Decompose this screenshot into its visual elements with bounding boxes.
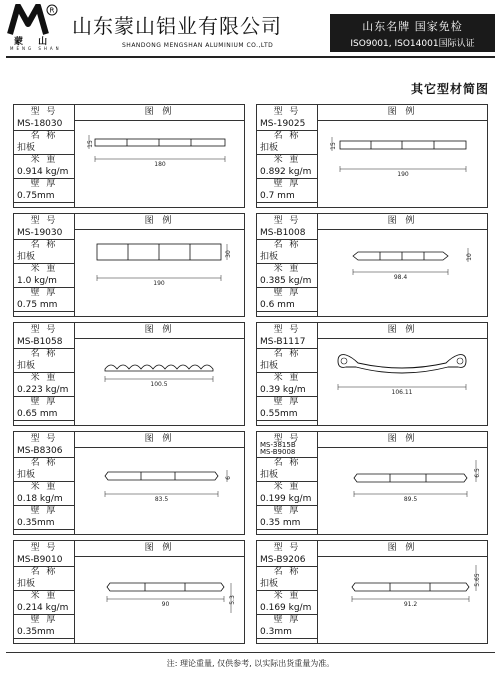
name-value: 扣板 (260, 361, 279, 371)
name-label: 名 称 (273, 349, 301, 359)
weight-value: 0.223 kg/m (17, 385, 69, 395)
height-dimension-label: 5.3 (229, 595, 236, 605)
thickness-value: 0.3mm (260, 627, 292, 637)
width-dimension-label: 100.5 (150, 381, 168, 388)
logo-subtext: MENG SHAN (10, 46, 62, 51)
company-logo (6, 4, 62, 50)
row-divider (14, 311, 74, 312)
row-divider (14, 638, 74, 639)
figure-area (318, 230, 487, 316)
name-value: 扣板 (260, 143, 279, 153)
height-dimension-label: 5.65 (474, 573, 481, 587)
thickness-value: 0.55mm (260, 409, 298, 419)
weight-value: 0.18 kg/m (17, 494, 63, 504)
profile-drawing (75, 448, 244, 534)
profile-drawing (75, 557, 244, 643)
width-dimension-label: 180 (154, 161, 166, 168)
model-label: 型 号 (273, 216, 301, 226)
thickness-value: 0.65 mm (17, 409, 58, 419)
model-value: MS-B1117 (260, 337, 306, 347)
name-label: 名 称 (273, 458, 301, 468)
profile-card (256, 322, 488, 426)
figure-label: 图 例 (75, 105, 244, 121)
figure-label: 图 例 (318, 541, 487, 557)
weight-value: 0.169 kg/m (260, 603, 312, 613)
weight-value: 0.914 kg/m (17, 167, 69, 177)
width-dimension-label: 89.5 (403, 496, 418, 503)
row-divider (14, 529, 74, 530)
row-divider (14, 420, 74, 421)
logo-text: 蒙 山 (14, 37, 54, 47)
figure-area (318, 448, 487, 534)
weight-value: 1.0 kg/m (17, 276, 57, 286)
profile-drawing (75, 339, 244, 425)
profile-info (14, 541, 74, 643)
thickness-value: 0.35mm (17, 518, 55, 528)
profile-info (14, 323, 74, 425)
thickness-label: 壁 厚 (273, 397, 301, 407)
model-label: 型 号 (273, 325, 301, 335)
thickness-label: 壁 厚 (30, 397, 58, 407)
thickness-value: 0.75mm (17, 191, 55, 201)
model-value: MS-B1008 (260, 228, 306, 238)
weight-label: 米 重 (273, 591, 301, 601)
height-dimension-label: 6 (225, 476, 232, 480)
footer-divider (6, 652, 495, 653)
name-value: 扣板 (260, 579, 279, 589)
figure-area (75, 339, 244, 425)
profile-card (256, 431, 488, 535)
model-value: MS-18030 (17, 119, 63, 129)
profile-card (13, 213, 245, 317)
model-value: MS-B9206 (260, 555, 306, 565)
name-value: 扣板 (17, 579, 36, 589)
profile-info (257, 323, 317, 425)
section-title: 其它型材简图 (410, 82, 489, 96)
figure-label: 图 例 (75, 432, 244, 448)
row-divider (257, 420, 317, 421)
name-value: 扣板 (17, 252, 36, 262)
figure-area (75, 230, 244, 316)
model-label: 型 号 (30, 107, 58, 117)
weight-label: 米 重 (273, 482, 301, 492)
thickness-label: 壁 厚 (30, 615, 58, 625)
model-value: MS-3815B MS-B9008 (260, 441, 296, 456)
name-label: 名 称 (30, 240, 58, 250)
profile-info (257, 105, 317, 207)
width-dimension-label: 106.11 (391, 389, 413, 396)
name-label: 名 称 (30, 349, 58, 359)
figure-area (318, 121, 487, 207)
height-dimension-label: 10 (466, 253, 473, 261)
figure-label: 图 例 (75, 541, 244, 557)
thickness-value: 0.6 mm (260, 300, 295, 310)
name-value: 扣板 (260, 470, 279, 480)
row-divider (257, 529, 317, 530)
name-label: 名 称 (273, 240, 301, 250)
profile-card (256, 540, 488, 644)
thickness-label: 壁 厚 (273, 179, 301, 189)
row-divider (14, 202, 74, 203)
profile-card (256, 104, 488, 208)
width-dimension-label: 90 (161, 601, 170, 608)
profile-drawing (318, 121, 487, 207)
model-label: 型 号 (273, 543, 301, 553)
name-value: 扣板 (260, 252, 279, 262)
profile-info (257, 541, 317, 643)
weight-label: 米 重 (273, 373, 301, 383)
name-label: 名 称 (273, 131, 301, 141)
model-value: MS-B1058 (17, 337, 63, 347)
row-divider (257, 311, 317, 312)
profile-card (256, 213, 488, 317)
model-value: MS-B9010 (17, 555, 63, 565)
name-value: 扣板 (17, 361, 36, 371)
weight-label: 米 重 (30, 373, 58, 383)
figure-label: 图 例 (318, 214, 487, 230)
weight-value: 0.214 kg/m (17, 603, 69, 613)
weight-label: 米 重 (30, 155, 58, 165)
profile-drawing (318, 339, 487, 425)
thickness-value: 0.35 mm (260, 518, 301, 528)
row-divider (257, 202, 317, 203)
row-divider (257, 638, 317, 639)
weight-label: 米 重 (30, 264, 58, 274)
width-dimension-label: 190 (397, 171, 409, 178)
weight-value: 0.39 kg/m (260, 385, 306, 395)
weight-value: 0.199 kg/m (260, 494, 312, 504)
name-label: 名 称 (30, 131, 58, 141)
thickness-label: 壁 厚 (273, 615, 301, 625)
model-value: MS-B8306 (17, 446, 63, 456)
profile-info (257, 214, 317, 316)
figure-label: 图 例 (318, 432, 487, 448)
figure-area (318, 339, 487, 425)
thickness-value: 0.7 mm (260, 191, 295, 201)
thickness-label: 壁 厚 (30, 506, 58, 516)
profile-info (14, 432, 74, 534)
weight-label: 米 重 (30, 482, 58, 492)
profile-drawing (75, 230, 244, 316)
logo-mark-icon (6, 4, 62, 36)
thickness-label: 壁 厚 (30, 179, 58, 189)
profile-drawing (75, 121, 244, 207)
thickness-label: 壁 厚 (273, 506, 301, 516)
model-label: 型 号 (273, 434, 301, 444)
model-value: MS-19025 (260, 119, 306, 129)
model-label: 型 号 (30, 434, 58, 444)
width-dimension-label: 190 (153, 280, 165, 287)
width-dimension-label: 91.2 (403, 601, 418, 608)
profile-info (257, 432, 317, 534)
figure-label: 图 例 (318, 323, 487, 339)
height-dimension-label: 15 (330, 142, 337, 150)
figure-area (75, 557, 244, 643)
figure-label: 图 例 (75, 323, 244, 339)
thickness-label: 壁 厚 (30, 288, 58, 298)
figure-area (318, 557, 487, 643)
weight-value: 0.385 kg/m (260, 276, 312, 286)
profile-info (14, 214, 74, 316)
model-label: 型 号 (273, 107, 301, 117)
svg-text:R: R (49, 6, 55, 15)
model-value: MS-19030 (17, 228, 63, 238)
name-value: 扣板 (17, 143, 36, 153)
profile-info (14, 105, 74, 207)
profile-card (13, 540, 245, 644)
model-label: 型 号 (30, 543, 58, 553)
company-name-en: SHANDONG MENGSHAN ALUMINIUM CO.,LTD (122, 42, 274, 49)
header-divider (6, 56, 495, 58)
name-label: 名 称 (30, 567, 58, 577)
name-label: 名 称 (30, 458, 58, 468)
name-label: 名 称 (273, 567, 301, 577)
figure-area (75, 121, 244, 207)
badge-iso: ISO9001, ISO14001国际认证 (350, 39, 475, 49)
badge-brand: 山东名牌 国家免检 (362, 20, 463, 33)
thickness-label: 壁 厚 (273, 288, 301, 298)
model-label: 型 号 (30, 216, 58, 226)
weight-value: 0.892 kg/m (260, 167, 312, 177)
figure-label: 图 例 (75, 214, 244, 230)
width-dimension-label: 98.4 (393, 274, 408, 281)
header (6, 4, 495, 54)
weight-label: 米 重 (30, 591, 58, 601)
weight-label: 米 重 (273, 264, 301, 274)
certification-badge (330, 14, 495, 52)
model-label: 型 号 (30, 325, 58, 335)
thickness-value: 0.75 mm (17, 300, 58, 310)
weight-label: 米 重 (273, 155, 301, 165)
profile-card (13, 431, 245, 535)
height-dimension-label: 15 (87, 140, 94, 148)
height-dimension-label: 6.5 (474, 468, 481, 478)
company-name-cn: 山东蒙山铝业有限公司 (72, 14, 282, 38)
name-value: 扣板 (17, 470, 36, 480)
figure-label: 图 例 (318, 105, 487, 121)
figure-area (75, 448, 244, 534)
width-dimension-label: 83.5 (154, 496, 169, 503)
footer-note: 注: 理论重量, 仅供参考, 以实际出货重量为准。 (166, 659, 335, 668)
height-dimension-label: 30 (225, 250, 232, 258)
profile-card (13, 322, 245, 426)
thickness-value: 0.35mm (17, 627, 55, 637)
profile-drawing (318, 230, 487, 316)
profile-drawing (318, 448, 487, 534)
profile-card (13, 104, 245, 208)
profile-drawing (318, 557, 487, 643)
